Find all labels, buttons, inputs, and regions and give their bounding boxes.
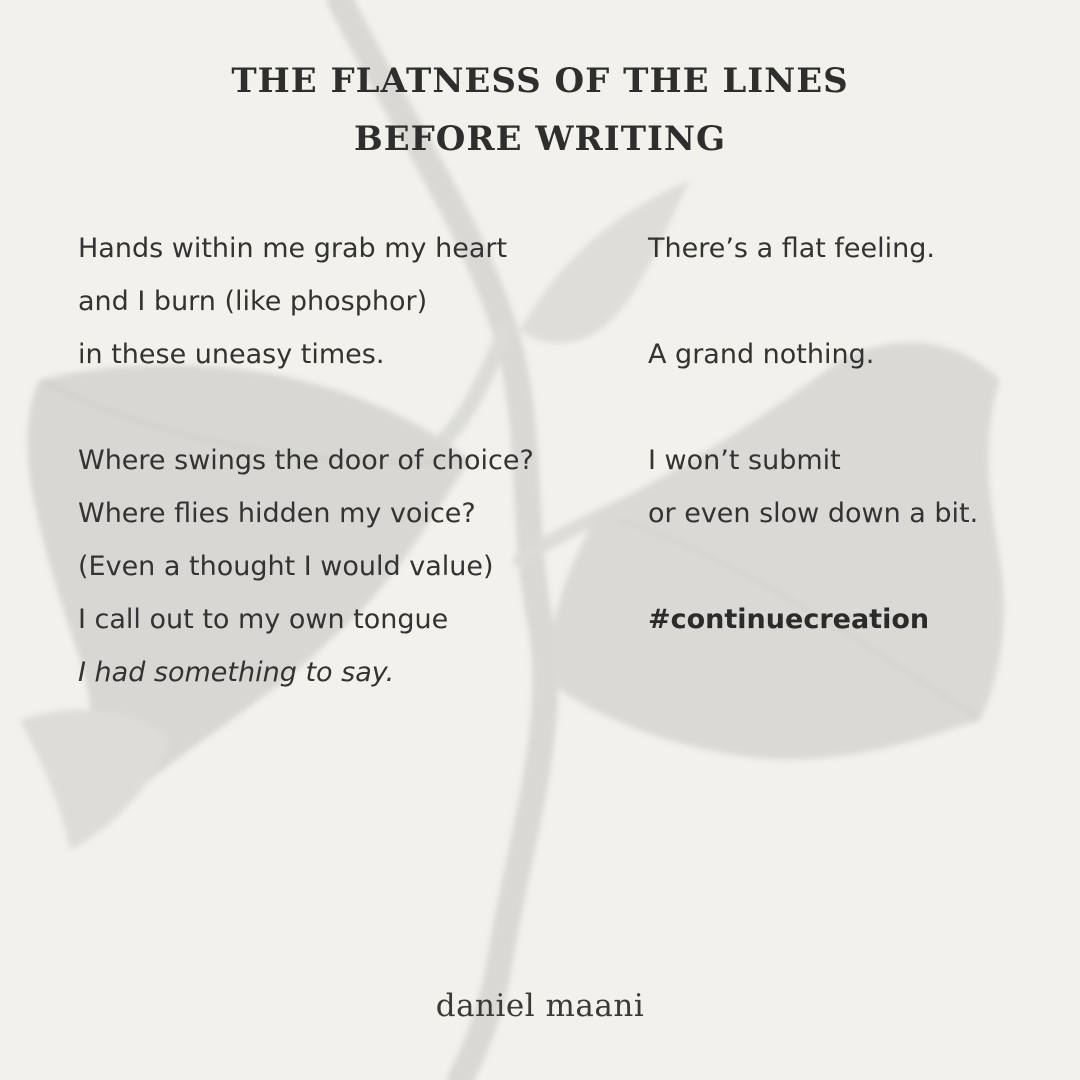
poem-line: in these uneasy times. — [78, 339, 385, 370]
stanza-break — [648, 540, 1068, 593]
poem-line: I call out to my own tongue — [78, 604, 449, 635]
poem-line: I won’t submit — [648, 445, 841, 476]
poem-title-line-1: THE FLATNESS OF THE LINES — [231, 61, 849, 101]
stanza-break — [648, 275, 1068, 328]
poem-right-column — [648, 222, 1068, 646]
poem-line: or even slow down a bit. — [648, 498, 979, 529]
stanza-break — [78, 381, 618, 434]
author-signature: daniel maani — [435, 988, 645, 1024]
poem-line-italic: I had something to say. — [78, 657, 395, 688]
poem-line: A grand nothing. — [648, 339, 875, 370]
poem-line: and I burn (like phosphor) — [78, 286, 428, 317]
hashtag: #continuecreation — [648, 604, 930, 635]
poem-line: (Even a thought I would value) — [78, 551, 494, 582]
poem-line: Where swings the door of choice? — [78, 445, 534, 476]
poem-line: Hands within me grab my heart — [78, 233, 508, 264]
stanza-break — [648, 381, 1068, 434]
leaf-lower — [20, 710, 170, 850]
poem-left-column — [78, 222, 618, 699]
poem-title-line-2: BEFORE WRITING — [353, 119, 727, 159]
poem-line: Where flies hidden my voice? — [78, 498, 476, 529]
poem-title — [0, 52, 1080, 168]
poem-line: There’s a flat feeling. — [648, 233, 935, 264]
